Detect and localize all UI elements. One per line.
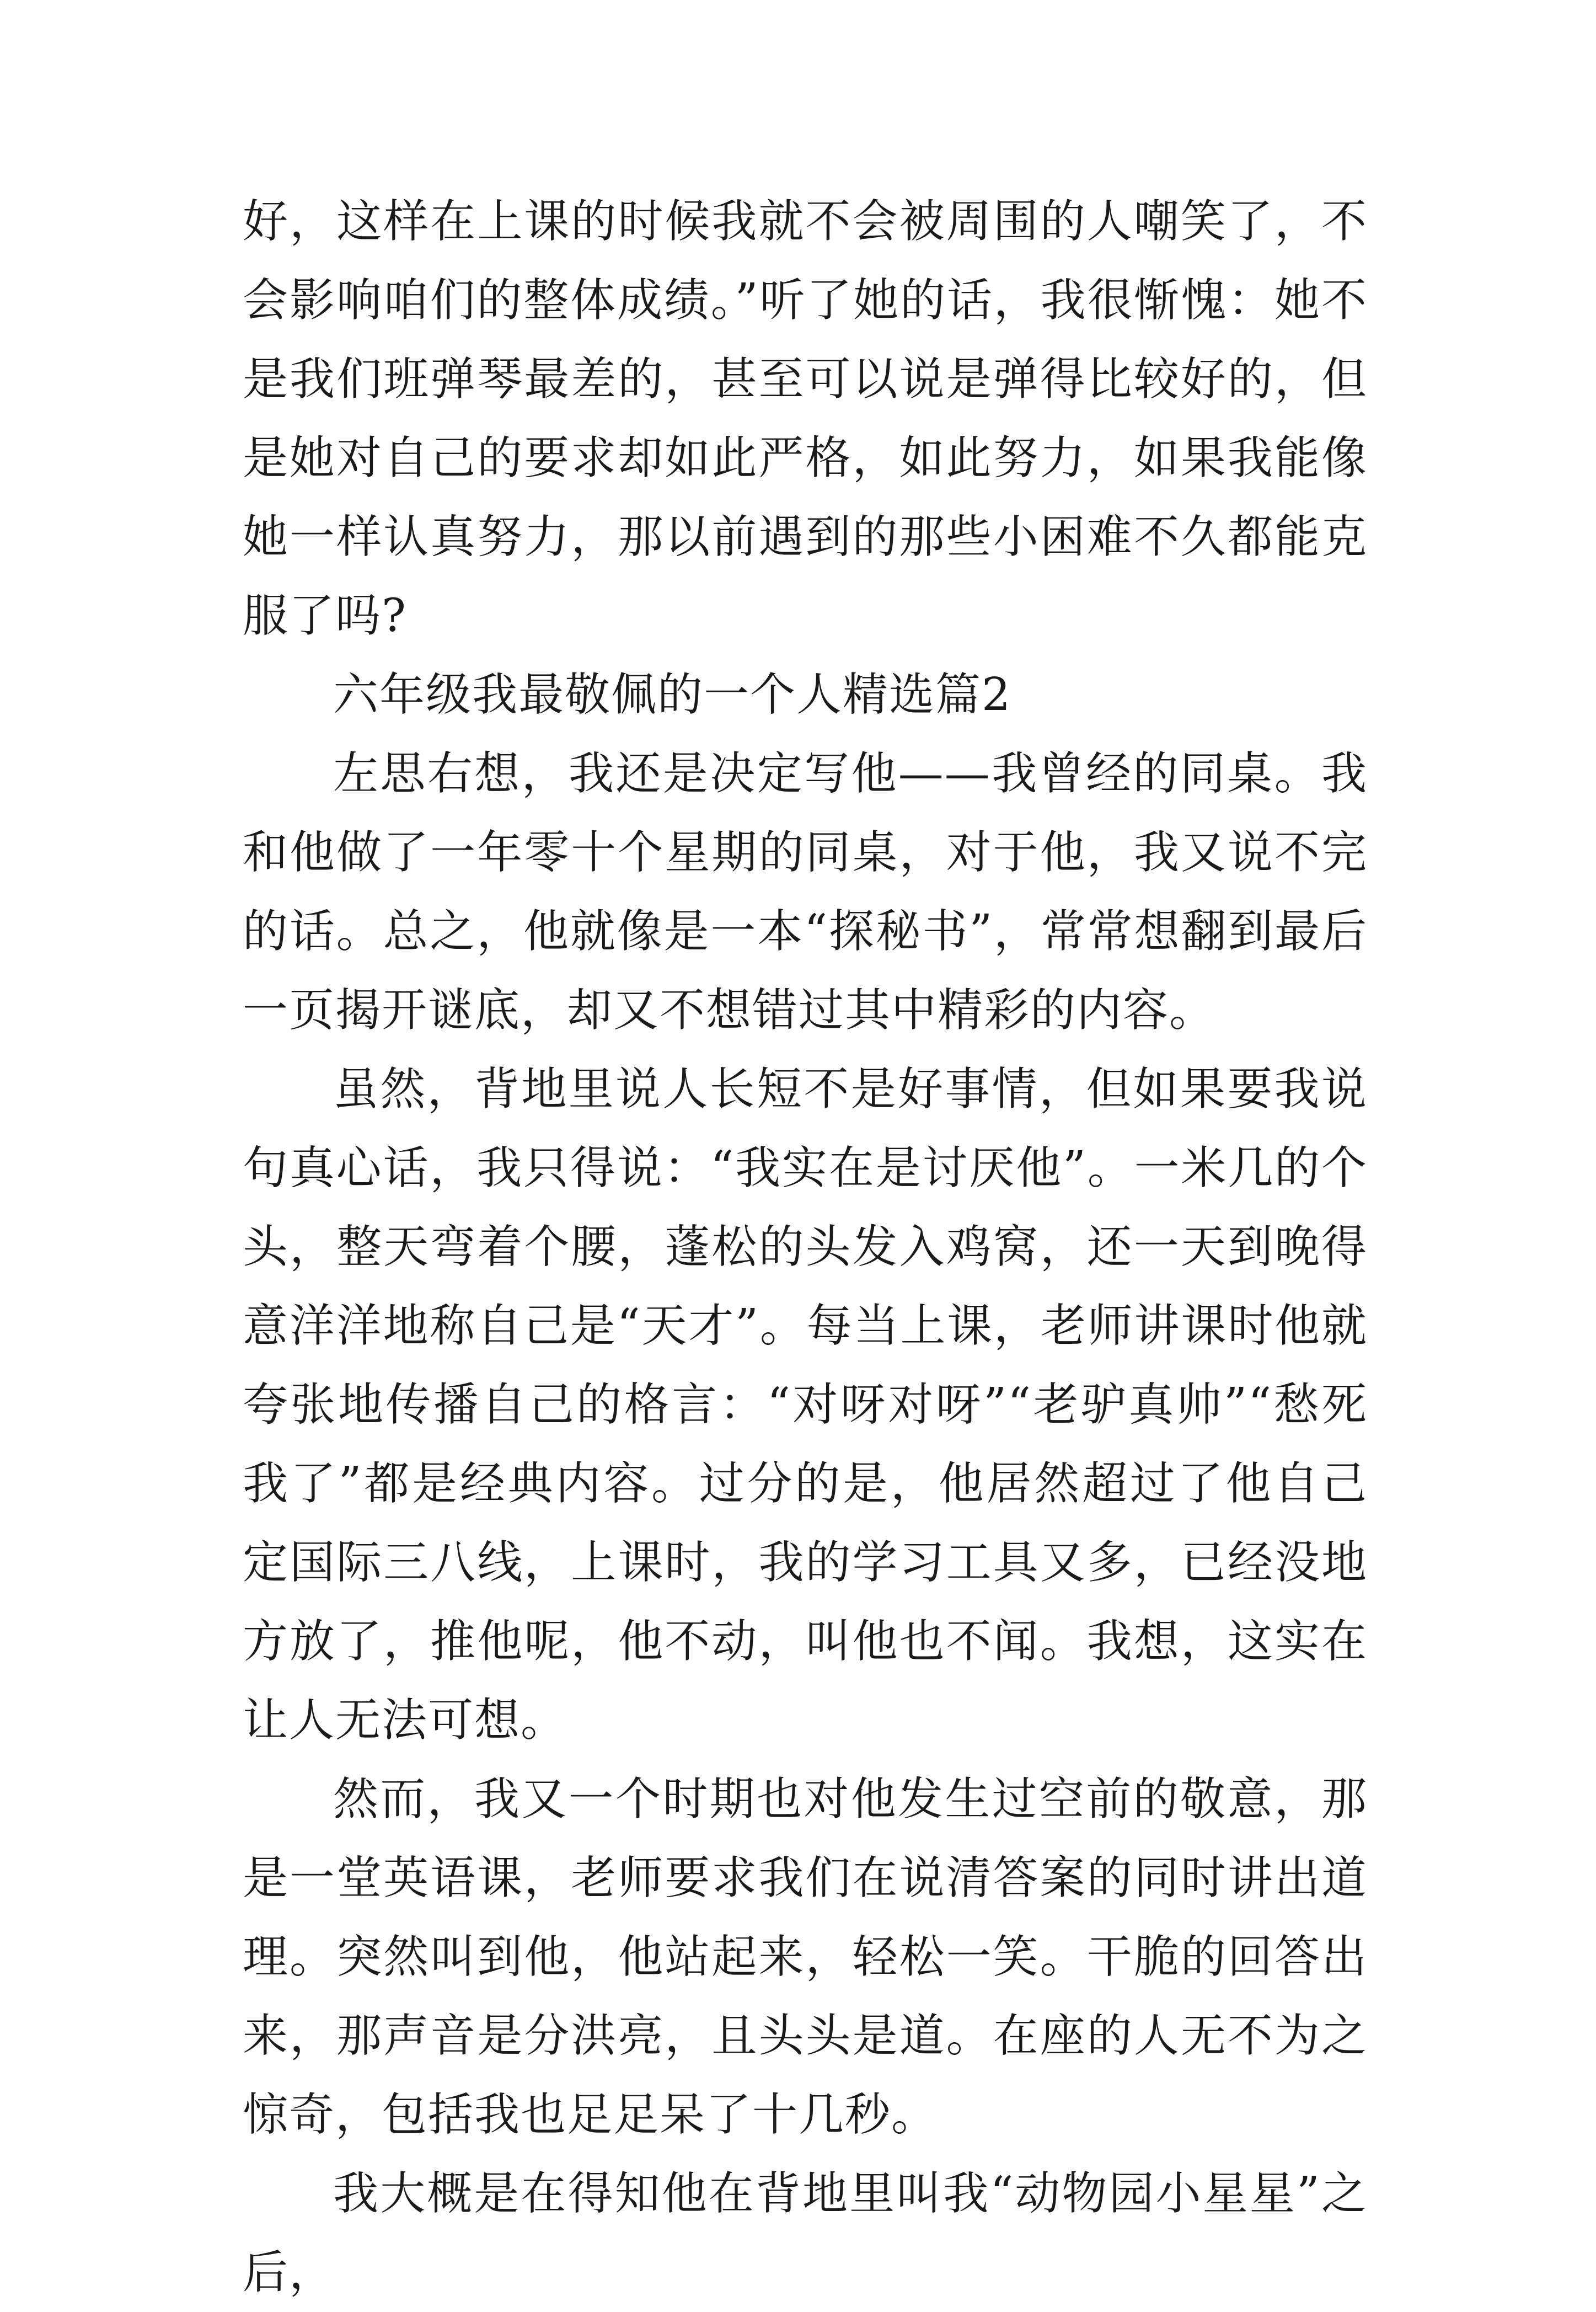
document-body (243, 182, 1368, 2312)
paragraph: 虽然，背地里说人长短不是好事情，但如果要我说句真心话，我只得说：“我实在是讨厌他”。一米几的个头，整天弯着个腰，蓬松的头发入鸡窝，还一天到晚得意洋洋地称自己是“天才”。每当上课，老师讲课时他就夸张地传播自己的格言：“对呀对呀”“老驴真帅”“愁死我了”都是经典内容。过分的是，他居然超过了他自己定国际三八线，上课时，我的学习工具又多，已经没地方放了，推他呢，他不动，叫他也不闻。我想，这实在让人无法可想。 (243, 1063, 1368, 1747)
paragraph: 左思右想，我还是决定写他——我曾经的同桌。我和他做了一年零十个星期的同桌，对于他，我又说不完的话。总之，他就像是一本“探秘书”，常常想翻到最后一页揭开谜底，却又不想错过其中精彩的内容。 (243, 747, 1368, 1037)
paragraph-continuation: 好，这样在上课的时候我就不会被周围的人嘲笑了，不会影响咱们的整体成绩。”听了她的话，我很惭愧：她不是我们班弹琴最差的，甚至可以说是弹得比较好的，但是她对自己的要求却如此严格，如此努力，如果我能像她一样认真努力，那以前遇到的那些小困难不久都能克服了吗? (243, 195, 1368, 642)
paragraph: 然而，我又一个时期也对他发生过空前的敬意，那是一堂英语课，老师要求我们在说清答案的同时讲出道理。突然叫到他，他站起来，轻松一笑。干脆的回答出来，那声音是分洪亮，且头头是道。在座的人无不为之惊奇，包括我也足足呆了十几秒。 (243, 1773, 1368, 2141)
paragraph: 我大概是在得知他在背地里叫我“动物园小星星”之后， (243, 2167, 1368, 2299)
section-heading: 六年级我最敬佩的一个人精选篇2 (333, 669, 1012, 721)
